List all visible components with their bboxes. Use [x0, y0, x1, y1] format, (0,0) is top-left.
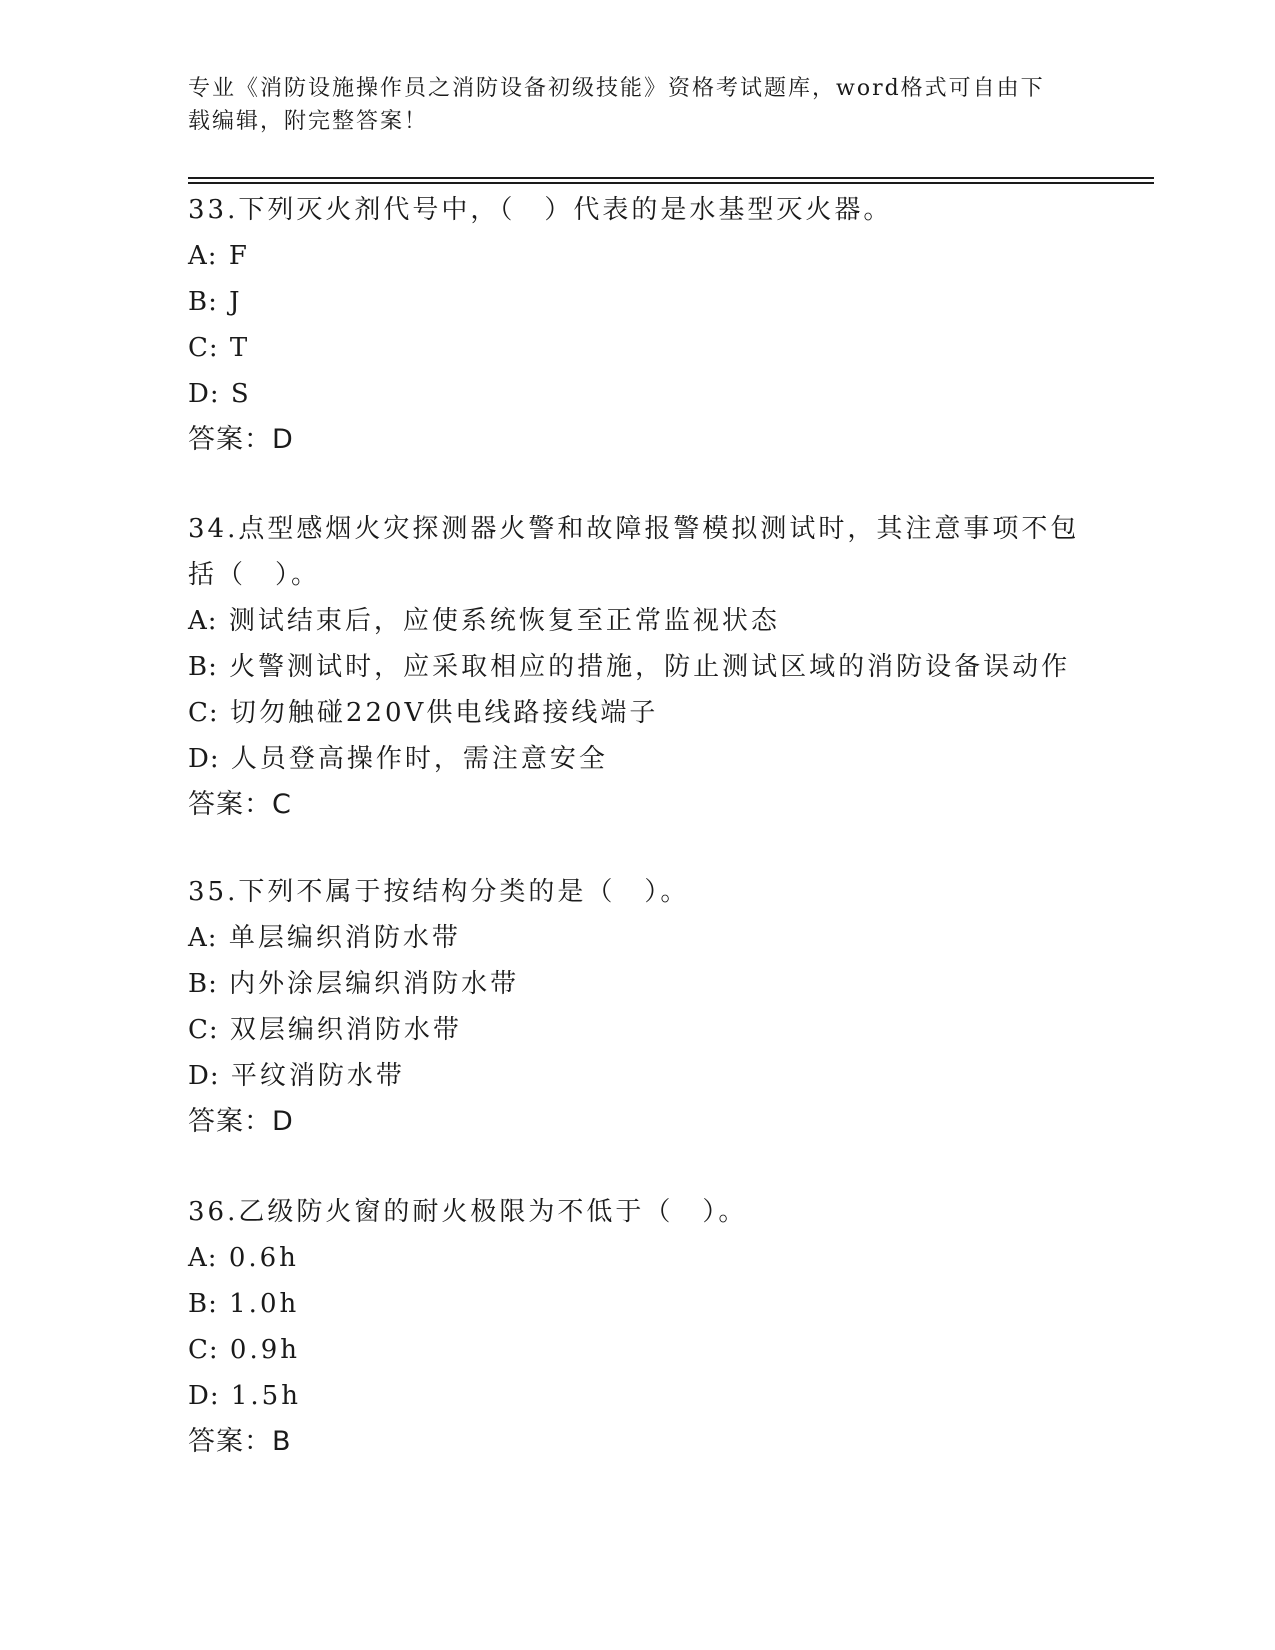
option-letter: D: — [188, 1381, 220, 1411]
option-text: 1.5h — [230, 1381, 301, 1411]
option-text: S — [230, 379, 252, 409]
document-header — [188, 72, 1078, 138]
option-letter: C: — [188, 1335, 219, 1365]
option-text: 火警测试时，应采取相应的措施，防止测试区域的消防设备误动作 — [229, 652, 1071, 682]
option-letter: B: — [188, 287, 218, 317]
option-text: J — [229, 287, 243, 317]
option-c — [188, 1327, 1088, 1373]
question-stem: 33.下列灭火剂代号中，（ ）代表的是水基型灭火器。 — [188, 195, 893, 225]
option-text: F — [228, 241, 250, 271]
option-text: 人员登高操作时，需注意安全 — [230, 744, 608, 774]
question-34 — [188, 506, 1088, 828]
option-letter: A: — [188, 606, 218, 636]
answer-line: 答案：D — [188, 1106, 294, 1137]
question-stem: 35.下列不属于按结构分类的是（ ）。 — [188, 877, 690, 907]
option-b — [188, 644, 1088, 690]
option-letter: D: — [188, 379, 220, 409]
option-text: 测试结束后，应使系统恢复至正常监视状态 — [228, 606, 780, 636]
question-stem: 34.点型感烟火灾探测器火警和故障报警模拟测试时，其注意事项不包 — [188, 514, 1080, 544]
answer-line: 答案：D — [188, 424, 294, 455]
option-letter: B: — [188, 652, 218, 682]
header-line-2: 载编辑，附完整答案！ — [188, 109, 429, 134]
option-text: 0.9h — [229, 1335, 301, 1365]
option-letter: A: — [188, 241, 218, 271]
option-c — [188, 690, 1088, 736]
option-a — [188, 233, 1088, 279]
option-text: 1.0h — [229, 1289, 300, 1319]
option-d — [188, 736, 1088, 782]
option-b — [188, 279, 1088, 325]
option-text: 双层编织消防水带 — [229, 1015, 462, 1045]
option-a — [188, 1235, 1088, 1281]
option-text: 切勿触碰220V供电线路接线端子 — [229, 698, 659, 728]
option-a — [188, 598, 1088, 644]
option-c — [188, 1007, 1088, 1053]
option-letter: C: — [188, 333, 219, 363]
question-33 — [188, 187, 1088, 463]
option-text: T — [229, 333, 251, 363]
option-b — [188, 1281, 1088, 1327]
header-divider-bottom — [188, 182, 1154, 184]
option-d — [188, 371, 1088, 417]
option-letter: A: — [188, 923, 218, 953]
option-text: 内外涂层编织消防水带 — [229, 969, 520, 999]
option-letter: B: — [188, 1289, 218, 1319]
option-letter: A: — [188, 1243, 218, 1273]
question-36 — [188, 1189, 1088, 1465]
option-d — [188, 1053, 1088, 1099]
option-b — [188, 961, 1088, 1007]
question-stem-continued: 括（ ）。 — [188, 560, 321, 590]
option-c — [188, 325, 1088, 371]
option-letter: D: — [188, 1061, 220, 1091]
option-letter: B: — [188, 969, 218, 999]
option-a — [188, 915, 1088, 961]
option-letter: D: — [188, 744, 220, 774]
question-35 — [188, 869, 1088, 1145]
header-divider-top — [188, 177, 1154, 179]
option-d — [188, 1373, 1088, 1419]
question-stem: 36.乙级防火窗的耐火极限为不低于（ ）。 — [188, 1197, 748, 1227]
option-text: 平纹消防水带 — [230, 1061, 405, 1091]
option-text: 0.6h — [228, 1243, 299, 1273]
answer-line: 答案：B — [188, 1426, 292, 1457]
option-letter: C: — [188, 1015, 219, 1045]
option-letter: C: — [188, 698, 219, 728]
answer-line: 答案：C — [188, 789, 292, 820]
header-line-1: 专业《消防设施操作员之消防设备初级技能》资格考试题库，word格式可自由下 — [188, 76, 1045, 101]
option-text: 单层编织消防水带 — [228, 923, 461, 953]
